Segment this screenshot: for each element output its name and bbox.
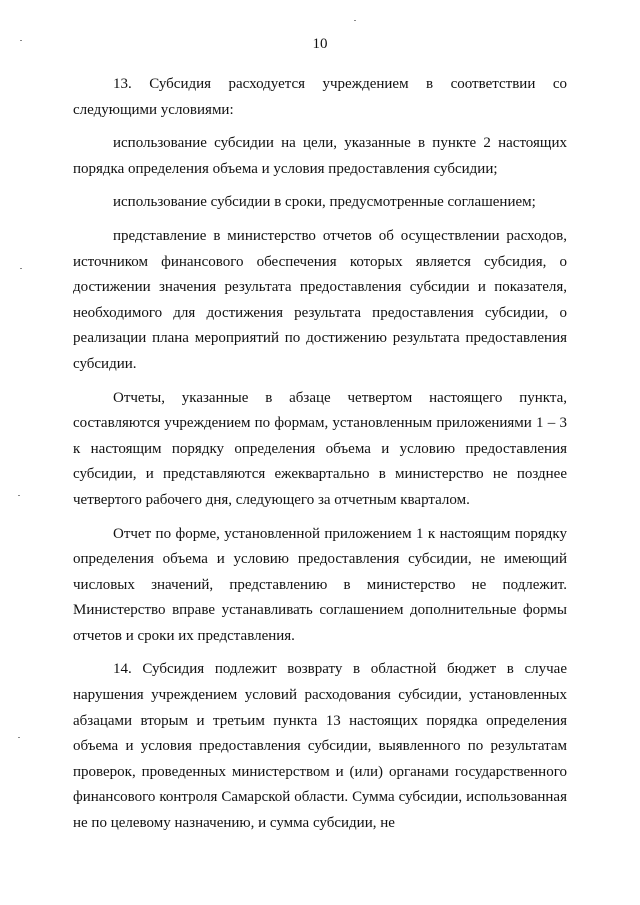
paragraph-report-forms: Отчеты, указанные в абзаце четвертом настоящего пункта, составляются учреждением по формам, установленным приложениями 1 – 3 к настоящим порядку определения объема и условию предоставления субсидии, и представляются ежеквартально в министерство не позднее четвертого рабочего дня, следующего за отчетным кварталом. (73, 389, 567, 508)
paragraph-condition-reports: представление в министерство отчетов об осуществлении расходов, источником финансового обеспечения которых является субсидия, о достижении значения результата предоставления субсидии и показателя, необходимого для достижения результата предоставления субсидии, о реализации плана мероприятий по достижению результата предоставления субсидии. (73, 227, 567, 372)
paragraph-14-return: 14. Субсидия подлежит возврату в областной бюджет в случае нарушения учреждением условий расходования субсидии, установленных абзацами вторым и третьим пункта 13 настоящих порядка определения объема и условия предоставления субсидии, выявленного по результатам проверок, проведенных министерством и (или) органами государственного финансового контроля Самарской области. Сумма субсидии, использованная не по целевому назначению, и сумма субсидии, не (73, 661, 567, 832)
scan-mark (18, 495, 20, 496)
scan-mark (20, 268, 22, 269)
scan-mark (354, 20, 356, 21)
paragraph-condition-purpose: использование субсидии на цели, указанные в пункте 2 настоящих порядка определения объема и условия предоставления субсидии; (73, 135, 567, 177)
page-number: 10 (312, 36, 328, 52)
paragraph-condition-terms: использование субсидии в сроки, предусмотренные соглашением; (113, 194, 536, 211)
scan-mark (18, 737, 20, 738)
paragraph-13-intro: 13. Субсидия расходуется учреждением в соответствии со следующими условиями: (73, 76, 567, 118)
document-body (73, 72, 567, 837)
paragraph-report-form-1: Отчет по форме, установленной приложением 1 к настоящим порядку определения объема и условию предоставления субсидии, не имеющий числовых значений, представлению в министерство не подлежит. Министерство вправе устанавливать соглашением дополнительные формы отчетов и сроки их представления. (73, 525, 567, 644)
scan-mark (20, 40, 22, 41)
